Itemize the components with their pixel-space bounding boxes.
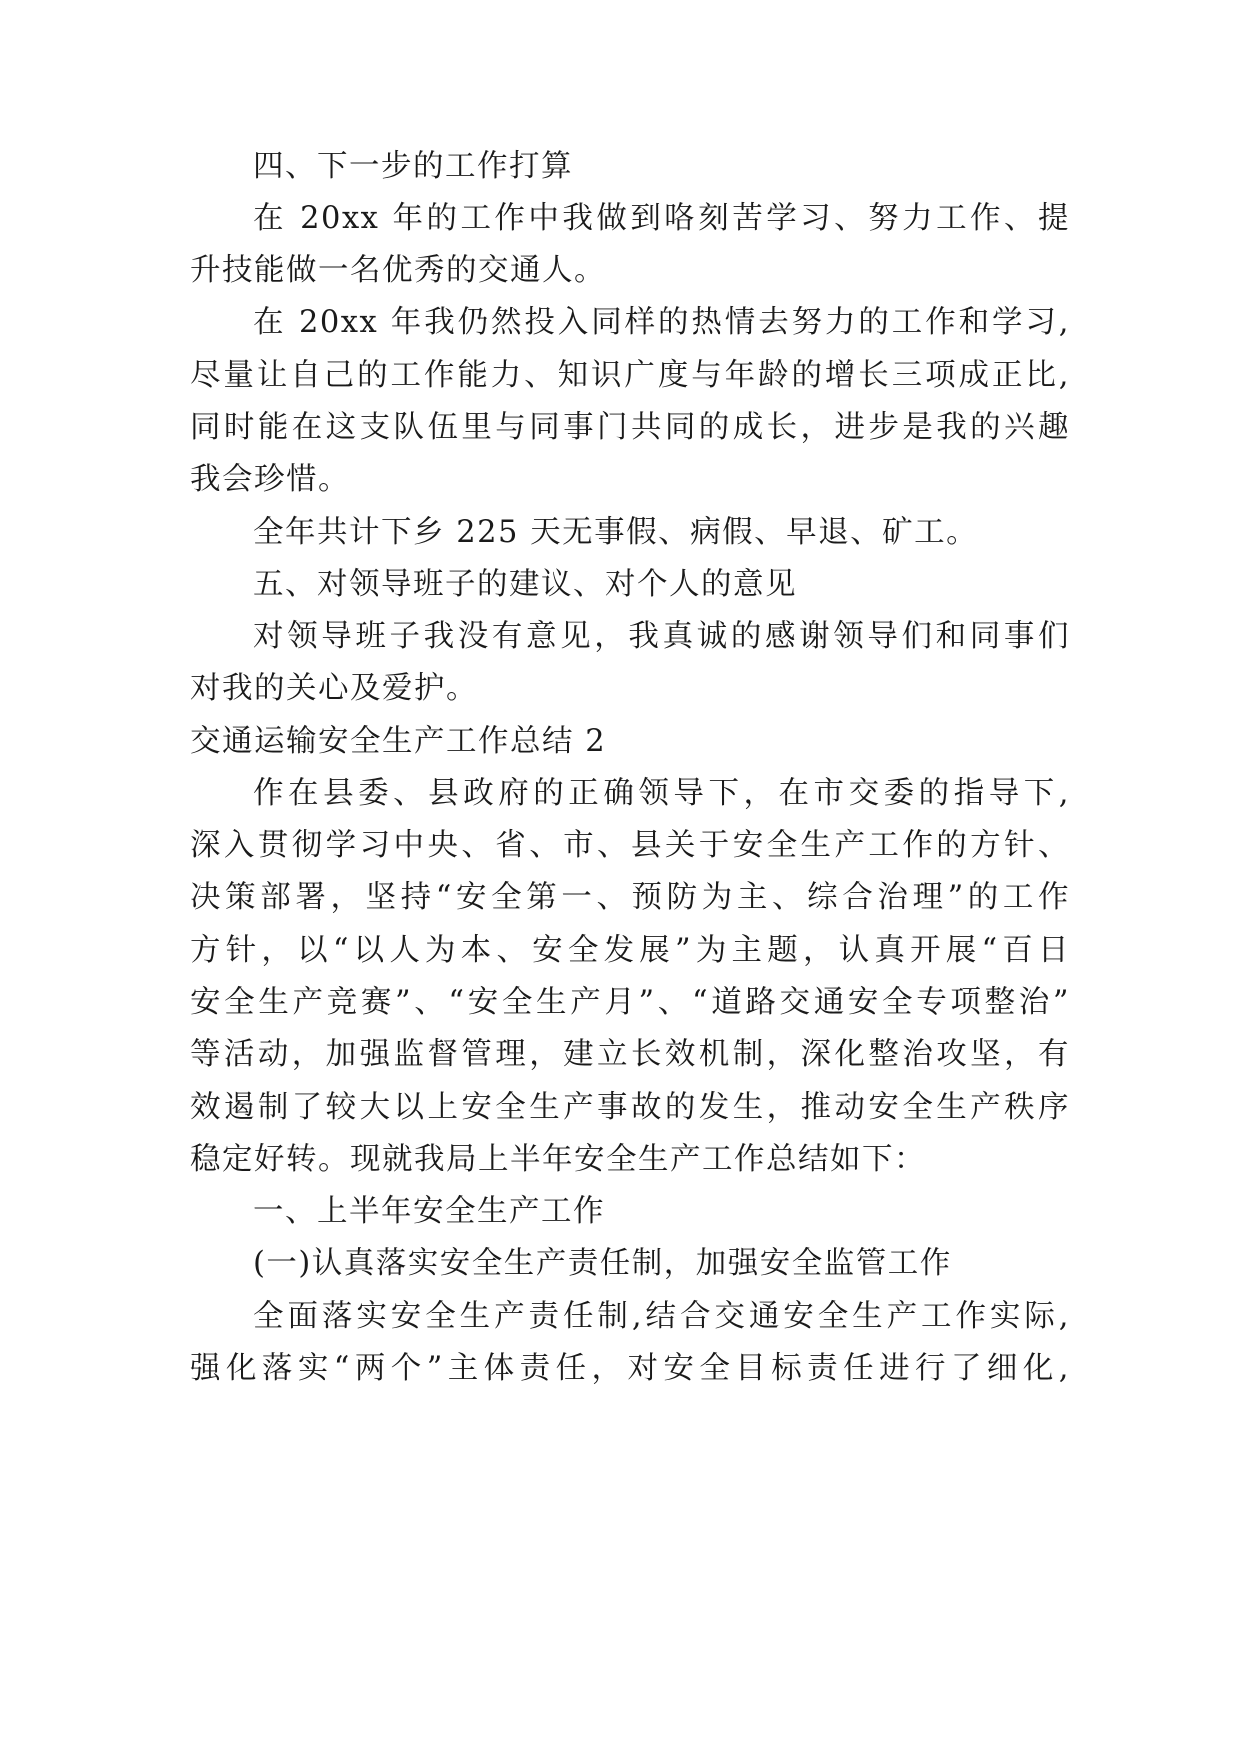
paragraph-line: 全面落实安全生产责任制,结合交通安全生产工作实际, xyxy=(253,1299,1070,1334)
paragraph-line: 等活动，加强监督管理，建立长效机制，深化整治攻坚，有 xyxy=(190,1037,1070,1072)
heading-suggestions: 五、对领导班子的建议、对个人的意见 xyxy=(253,567,797,602)
paragraph-line: 我会珍惜。 xyxy=(190,462,350,497)
paragraph-line: 方针，以“以人为本、安全发展”为主题，认真开展“百日 xyxy=(190,933,1070,968)
paragraph-line: 升技能做一名优秀的交通人。 xyxy=(190,253,606,288)
paragraph-line: 决策部署，坚持“安全第一、预防为主、综合治理”的工作 xyxy=(190,880,1070,915)
heading-next-steps: 四、下一步的工作打算 xyxy=(253,149,573,184)
section-title: 交通运输安全生产工作总结 2 xyxy=(190,724,607,759)
paragraph-line: 尽量让自己的工作能力、知识广度与年龄的增长三项成正比, xyxy=(190,358,1070,393)
paragraph-line: 安全生产竞赛”、“安全生产月”、“道路交通安全专项整治” xyxy=(190,985,1070,1020)
heading-first-half: 一、上半年安全生产工作 xyxy=(253,1194,605,1229)
paragraph-line: 稳定好转。现就我局上半年安全生产工作总结如下： xyxy=(190,1142,926,1177)
paragraph-line: 强化落实“两个”主体责任，对安全目标责任进行了细化, xyxy=(190,1351,1070,1386)
paragraph-line: 在 20xx 年的工作中我做到咯刻苦学习、努力工作、提 xyxy=(253,201,1070,236)
paragraph-line: 同时能在这支队伍里与同事门共同的成长，进步是我的兴趣 xyxy=(190,410,1070,445)
paragraph-line: 效遏制了较大以上安全生产事故的发生，推动安全生产秩序 xyxy=(190,1090,1070,1125)
paragraph-line: 在 20xx 年我仍然投入同样的热情去努力的工作和学习, xyxy=(253,305,1070,340)
paragraph-line: 作在县委、县政府的正确领导下，在市交委的指导下, xyxy=(253,776,1070,811)
paragraph-line: 全年共计下乡 225 天无事假、病假、早退、矿工。 xyxy=(253,515,979,550)
paragraph-line: 对我的关心及爱护。 xyxy=(190,671,478,706)
paragraph-line: 深入贯彻学习中央、省、市、县关于安全生产工作的方针、 xyxy=(190,828,1070,863)
paragraph-line: 对领导班子我没有意见，我真诚的感谢领导们和同事们 xyxy=(253,619,1070,654)
subheading-responsibility: (一)认真落实安全生产责任制，加强安全监管工作 xyxy=(253,1246,952,1281)
